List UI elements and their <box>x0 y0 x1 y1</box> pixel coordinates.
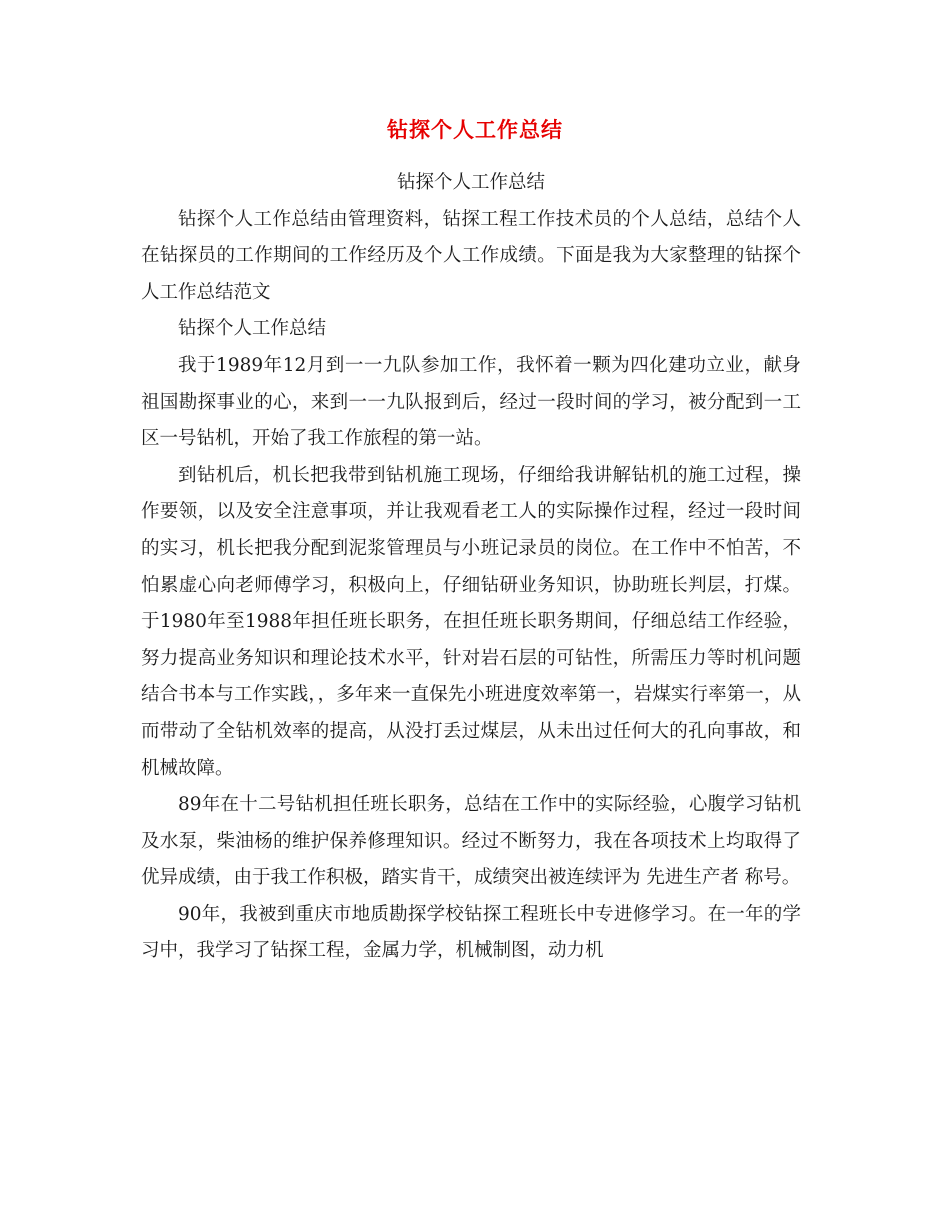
paragraph-drill-rig: 到钻机后，机长把我带到钻机施工现场，仔细给我讲解钻机的施工过程，操作要领，以及安全注意事项，并让我观看老工人的实际操作过程，经过一段时间的实习，机长把我分配到泥浆管理员与小班记录员的岗位。在工作中不怕苦，不怕累虚心向老师傅学习，积极向上，仔细钻研业务知识，协助班长判层，打煤。于1980年至1988年担任班长职务，在担任班长职务期间，仔细总结工作经验，努力提高业务知识和理论技术水平，针对岩石层的可钻性，所需压力等时机问题结合书本与工作实践，，多年来一直保先小班进度效率第一，岩煤实行率第一，从而带动了全钻机效率的提高，从没打丢过煤层，从未出过任何大的孔向事故，和机械故障。 <box>141 464 801 779</box>
paragraph-90: 90年，我被到重庆市地质勘探学校钻探工程班长中专进修学习。在一年的学习中，我学习了钻探工程，金属力学，机械制图，动力机 <box>141 903 801 962</box>
paragraph-89: 89年在十二号钻机担任班长职务，总结在工作中的实际经验，心腹学习钻机及水泵，柴油杨的维护保养修理知识。经过不断努力，我在各项技术上均取得了优异成绩，由于我工作积极，踏实肯干，成绩突出被连续评为 先进生产者 称号。 <box>141 794 801 889</box>
document-subtitle: 钻探个人工作总结 <box>396 172 545 193</box>
document-body <box>141 165 801 970</box>
paragraph-heading: 钻探个人工作总结 <box>178 318 327 340</box>
paragraph-intro: 钻探个人工作总结由管理资料，钻探工程工作技术员的个人总结，总结个人在钻探员的工作期间的工作经历及个人工作成绩。下面是我为大家整理的钻探个人工作总结范文 <box>141 208 801 303</box>
document-title: 钻探个人工作总结 <box>387 117 563 142</box>
paragraph-1989: 我于1989年12月到一一九队参加工作，我怀着一颗为四化建功立业，献身祖国勘探事业的心，来到一一九队报到后，经过一段时间的学习，被分配到一工区一号钻机，开始了我工作旅程的第一站。 <box>141 354 801 450</box>
